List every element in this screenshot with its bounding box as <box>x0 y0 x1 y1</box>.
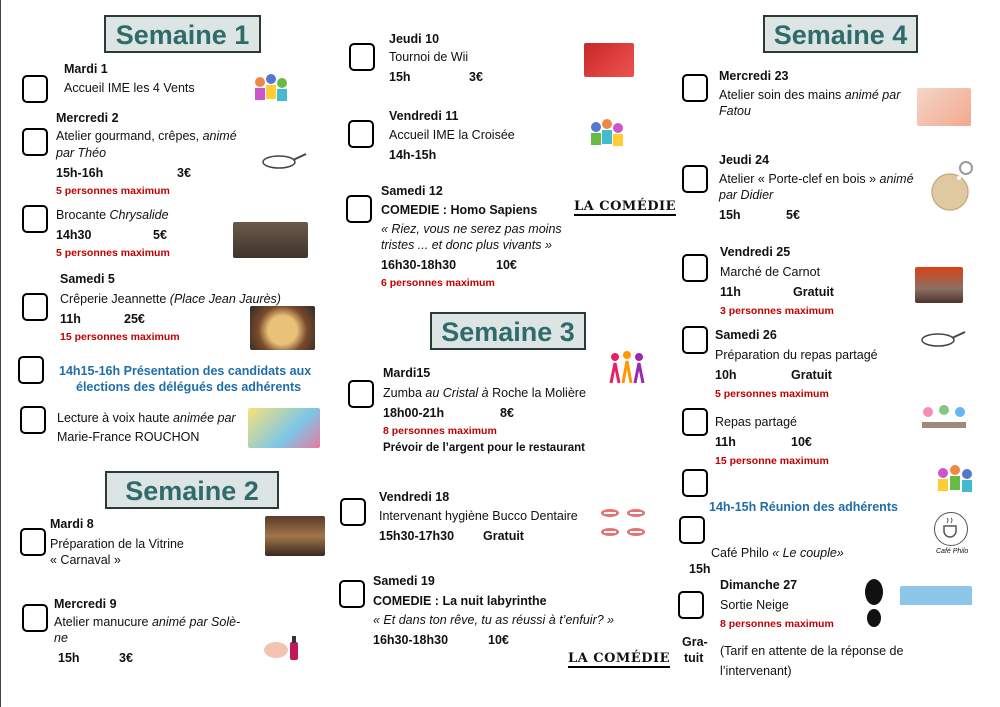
checkbox-e1[interactable] <box>22 75 48 103</box>
event-price: 8€ <box>500 406 514 420</box>
checkbox-e21[interactable] <box>679 516 705 544</box>
la-comedie-logo: LA COMÉDIE <box>568 651 670 666</box>
event-title: Atelier « Porte-clef en bois » animé <box>719 172 914 186</box>
event-title: Marché de Carnot <box>720 265 821 279</box>
event-day: Dimanche 27 <box>720 578 798 592</box>
event-time: 11h <box>720 285 741 299</box>
event-time: 14h-15h <box>389 148 437 162</box>
shared-meal-icon <box>918 402 970 436</box>
event-note: Prévoir de l’argent pour le restaurant <box>383 442 585 454</box>
checkbox-e6[interactable] <box>20 406 46 434</box>
event-time: 15h-16h <box>56 166 104 180</box>
reading-illustration <box>248 408 320 448</box>
event-note-cont: l’intervenant) <box>720 664 792 678</box>
checkbox-e14[interactable] <box>339 580 365 608</box>
event-price: 5€ <box>153 228 167 242</box>
event-time: 18h00-21h <box>383 406 445 420</box>
checkbox-e4[interactable] <box>22 293 48 321</box>
brocante-photo <box>233 222 308 258</box>
event-day: Vendredi 18 <box>379 490 450 504</box>
cooking-pan-icon <box>918 328 966 350</box>
week-2-header: Semaine 2 <box>105 471 279 509</box>
event-title-cont: Marie-France ROUCHON <box>57 430 200 444</box>
event-quote: « Riez, vous ne serez pas moins <box>381 222 562 236</box>
crepe-pan-icon <box>259 150 307 172</box>
event-title: Préparation du repas partagé <box>715 348 878 362</box>
event-time: 16h30-18h30 <box>373 633 449 647</box>
event-day: Mercredi 9 <box>54 597 117 611</box>
group-people-icon <box>935 463 975 495</box>
event-title-cont: ne <box>54 631 68 645</box>
checkbox-e15[interactable] <box>682 74 708 102</box>
event-title: 14h-15h Réunion des adhérents <box>709 500 898 514</box>
event-day: Samedi 12 <box>381 184 443 198</box>
event-time: 15h30-17h30 <box>379 529 455 543</box>
event-max: 5 personnes maximum <box>715 388 829 400</box>
checkbox-e19[interactable] <box>682 408 708 436</box>
event-price: 25€ <box>124 312 145 326</box>
event-price-cont: tuit <box>684 651 704 665</box>
event-max: 8 personnes maximum <box>720 618 834 630</box>
keychain-icon <box>928 160 976 212</box>
event-price: 10€ <box>791 435 812 449</box>
event-max: 6 personnes maximum <box>381 277 495 289</box>
event-max: 15 personnes maximum <box>60 331 180 343</box>
zumba-dancers-icon <box>607 349 649 385</box>
event-title-cont: par Théo <box>56 146 107 160</box>
cafe-philo-logo-text: Café Philo <box>936 548 969 555</box>
event-day: Mercredi 23 <box>719 69 789 83</box>
event-day: Samedi 26 <box>715 328 777 342</box>
group-people-icon <box>252 72 290 104</box>
event-time: 11h <box>715 435 736 449</box>
event-note: (Tarif en attente de la réponse de <box>720 644 904 658</box>
event-title: Sortie Neige <box>720 598 789 612</box>
event-title: Préparation de la Vitrine <box>50 537 184 551</box>
checkbox-e20[interactable] <box>682 469 708 497</box>
event-day: Mardi 1 <box>64 62 108 76</box>
event-max: 5 personnes maximum <box>56 185 170 197</box>
checkbox-e16[interactable] <box>682 165 708 193</box>
event-time: 15h <box>389 70 411 84</box>
event-time: 15h <box>58 651 80 665</box>
event-title: Atelier soin des mains animé par <box>719 88 901 102</box>
checkbox-e22[interactable] <box>678 591 704 619</box>
event-day: Mardi15 <box>383 366 431 380</box>
checkbox-e7[interactable] <box>20 528 46 556</box>
event-title: Repas partagé <box>715 415 798 429</box>
event-time: 15h <box>689 562 711 576</box>
event-day: Samedi 19 <box>373 574 435 588</box>
event-title: Atelier manucure animé par Solè- <box>54 615 241 629</box>
event-price: Gratuit <box>791 368 832 382</box>
event-price: 3€ <box>119 651 133 665</box>
event-day: Vendredi 25 <box>720 245 791 259</box>
event-title-cont: « Carnaval » <box>50 553 121 567</box>
checkbox-e3[interactable] <box>22 205 48 233</box>
event-title: Crêperie Jeannette (Place Jean Jaurès) <box>60 292 281 306</box>
event-price: 10€ <box>496 258 517 272</box>
event-title: Tournoi de Wii <box>389 50 469 64</box>
event-day: Vendredi 11 <box>389 109 459 123</box>
event-price: Gra- <box>682 635 708 649</box>
checkbox-e12[interactable] <box>348 380 374 408</box>
event-time: 11h <box>60 312 81 326</box>
la-comedie-logo: LA COMÉDIE <box>574 199 676 214</box>
event-time: 14h30 <box>56 228 92 242</box>
checkbox-e11[interactable] <box>346 195 372 223</box>
event-title: Accueil IME les 4 Vents <box>64 81 195 95</box>
checkbox-e2[interactable] <box>22 128 48 156</box>
event-title: Brocante Chrysalide <box>56 208 169 222</box>
event-title-cont: élections des délégués des adhérents <box>76 380 302 394</box>
event-time: 10h <box>715 368 737 382</box>
checkbox-e9[interactable] <box>349 43 375 71</box>
event-max: 8 personnes maximum <box>383 425 497 437</box>
footprint-icon <box>862 578 886 628</box>
checkbox-e18[interactable] <box>682 326 708 354</box>
event-price: 10€ <box>488 633 509 647</box>
event-title: COMEDIE : La nuit labyrinthe <box>373 594 547 608</box>
event-day: Samedi 5 <box>60 272 115 286</box>
checkbox-e17[interactable] <box>682 254 708 282</box>
checkbox-e10[interactable] <box>348 120 374 148</box>
week-1-header: Semaine 1 <box>104 15 261 53</box>
wii-photo <box>584 43 634 77</box>
event-max: 15 personne maximum <box>715 455 829 467</box>
page-left-edge <box>0 0 1 707</box>
event-day: Mercredi 2 <box>56 111 119 125</box>
event-time: 15h <box>719 208 741 222</box>
event-title: Café Philo « Le couple» <box>711 546 844 560</box>
event-title: Accueil IME la Croisée <box>389 128 515 142</box>
snow-photo <box>900 586 972 634</box>
event-price: 5€ <box>786 208 800 222</box>
event-title: Zumba au Cristal à Roche la Molière <box>383 386 586 400</box>
event-title: Intervenant hygiène Bucco Dentaire <box>379 509 578 523</box>
teeth-icon <box>598 504 650 542</box>
week-4-header: Semaine 4 <box>763 15 918 53</box>
event-title: COMEDIE : Homo Sapiens <box>381 203 538 217</box>
event-day: Jeudi 10 <box>389 32 440 46</box>
hands-photo <box>917 88 971 126</box>
event-time: 16h30-18h30 <box>381 258 457 272</box>
week-3-header: Semaine 3 <box>430 312 586 350</box>
event-title-cont: par Didier <box>719 188 774 202</box>
event-day: Jeudi 24 <box>719 153 770 167</box>
checkbox-e8[interactable] <box>22 604 48 632</box>
event-max: 5 personnes maximum <box>56 247 170 259</box>
cafe-philo-logo-icon <box>934 512 968 546</box>
event-title: Atelier gourmand, crêpes, animé <box>56 129 237 143</box>
checkbox-e13[interactable] <box>340 498 366 526</box>
event-quote-cont: tristes ... et donc plus vivants » <box>381 238 552 252</box>
event-title: 14h15-16h Présentation des candidats aux <box>59 364 312 378</box>
event-price: Gratuit <box>793 285 834 299</box>
group-people-icon <box>588 118 626 148</box>
event-price: Gratuit <box>483 529 524 543</box>
event-max: 3 personnes maximum <box>720 305 834 317</box>
crepe-photo <box>250 306 315 350</box>
manicure-icon <box>262 630 308 666</box>
vitrine-photo <box>265 516 325 556</box>
event-day: Mardi 8 <box>50 517 94 531</box>
event-title-cont: Fatou <box>719 104 751 118</box>
event-price: 3€ <box>177 166 191 180</box>
event-title: Lecture à voix haute animée par <box>57 411 236 425</box>
market-photo <box>915 267 963 303</box>
checkbox-e5[interactable] <box>18 356 44 384</box>
event-price: 3€ <box>469 70 483 84</box>
event-quote: « Et dans ton rêve, tu as réussi à t’enfuir? » <box>373 613 615 627</box>
